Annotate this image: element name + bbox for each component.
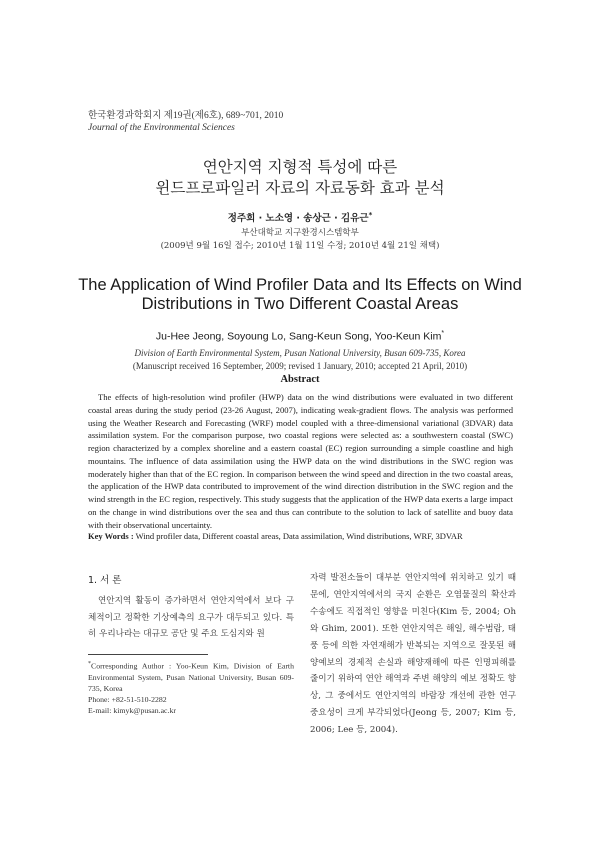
english-author-mark: * xyxy=(441,330,445,337)
english-affiliation: Division of Earth Environmental System, Pusan National University, Busan 609-735, Korea xyxy=(134,348,466,358)
introduction-left-paragraph: 연안지역 활동이 증가하면서 연안지역에서 보다 구체적이고 정확한 기상예측의 요구가 대두되고 있다. 특히 우리나라는 대규모 공단 및 주요 도심지와 원 xyxy=(88,596,294,639)
footnote-phone: Phone: +82-51-510-2282 xyxy=(88,695,167,705)
english-author-names: Ju-Hee Jeong, Soyoung Lo, Sang-Keun Song, Yoo-Keun Kim xyxy=(155,330,442,343)
english-affiliation-block xyxy=(0,347,600,372)
keywords-label: Key Words : xyxy=(88,531,134,541)
footnote-author-line xyxy=(88,659,294,694)
footnote xyxy=(88,659,294,717)
footnote-divider xyxy=(88,654,208,655)
korean-title xyxy=(0,157,600,199)
footnote-email: E-mail: kimyk@pusan.ac.kr xyxy=(88,706,176,716)
korean-title-line2: 윈드프로파일러 자료의 자료동화 효과 분석 xyxy=(155,179,445,197)
abstract-body: The effects of high-resolution wind profiler (HWP) data on the wind distributions were evaluated in two different coastal areas during the study period (23-26 August, 2007), indicating weak-gradient flows. The analysis was performed using the Weather Research and Forecasting (WRF) model coupled with a three-dimensional variational (3DVAR) data assimilation system. For the comparison purpose, two coastal regions were selected as: a southwestern coastal (SWC) region characterized by a complex shoreline and a eastern coastal (EC) region surrounding a simple coastline and high mountains. The influence of data assimilation using the HWP data on the wind distributions in the SWC region was moderately higher than that of the EC region. In comparison between the wind speed and direction in the two coastal areas, the application of the HWP data contributed to improvement of the wind direction distribution in the SWC region and the wind strength in the EC region, respectively. This study suggests that the application of the HWP data exerts a large impact on the change in wind distributions over the sea and thus can contribute to the solution to lack of satellite and buoy data with their observational uncertainty. xyxy=(88,392,513,530)
english-title xyxy=(0,276,600,314)
section-heading-introduction: 1. 서 론 xyxy=(88,575,122,586)
keywords xyxy=(88,531,513,541)
korean-author-names: 정주희 · 노소영 · 송상근 · 김유근 xyxy=(227,213,369,224)
english-title-line1: The Application of Wind Profiler Data and Its Effects on Wind xyxy=(78,276,522,294)
journal-header xyxy=(88,110,283,134)
abstract-heading: Abstract xyxy=(280,374,320,385)
journal-korean-line: 한국환경과학회지 제19권(제6호), 689~701, 2010 xyxy=(88,111,284,121)
korean-affiliation-block xyxy=(0,227,600,253)
korean-author-mark: * xyxy=(368,210,373,219)
korean-affiliation: 부산대학교 지구환경시스템학부 xyxy=(241,228,359,238)
korean-authors xyxy=(0,210,600,224)
english-dates: (Manuscript received 16 September, 2009; revised 1 January, 2010; accepted 21 April, 2010) xyxy=(132,360,468,371)
english-authors xyxy=(0,330,600,343)
journal-english-line: Journal of the Environmental Sciences xyxy=(88,123,235,133)
footnote-mark: * xyxy=(88,661,91,667)
english-title-line2: Distributions in Two Different Coastal Areas xyxy=(141,295,459,313)
korean-dates: (2009년 9월 16일 접수; 2010년 1월 11일 수정; 2010년 4월 21일 채택) xyxy=(160,241,440,251)
footnote-corresponding: Corresponding Author : Yoo-Keun Kim, Division of Earth Environmental System, Pusan National University, Busan 609-735, Korea xyxy=(88,661,294,693)
introduction-right-paragraph: 자력 발전소들이 대부분 연안지역에 위치하고 있기 때문에, 연안지역에서의 국지 순환은 오염물질의 확산과 수송에도 직접적인 영향을 미친다(Kim 등, 2004; Oh와 Ghim, 2001). 또한 연안지역은 해일, 해수범람, 태풍 등에 의한 자연재해가 반복되는 지역으로 잘못된 해양예보의 경제적 손실과 해양재해에 따른 인명피해를 줄이기 위하여 연안 해역과 주변 해양의 예보 정확도 향상, 그 중에서도 연안지역의 바람장 개선에 관한 연구 중요성이 크게 부각되었다(Jeong 등, 2007; Kim 등, 2006; Lee 등, 2004). xyxy=(310,573,516,736)
keywords-text: Wind profiler data, Different coastal areas, Data assimilation, Wind distributions, WRF, 3DVAR xyxy=(135,531,463,541)
korean-title-line1: 연안지역 지형적 특성에 따른 xyxy=(202,158,398,176)
